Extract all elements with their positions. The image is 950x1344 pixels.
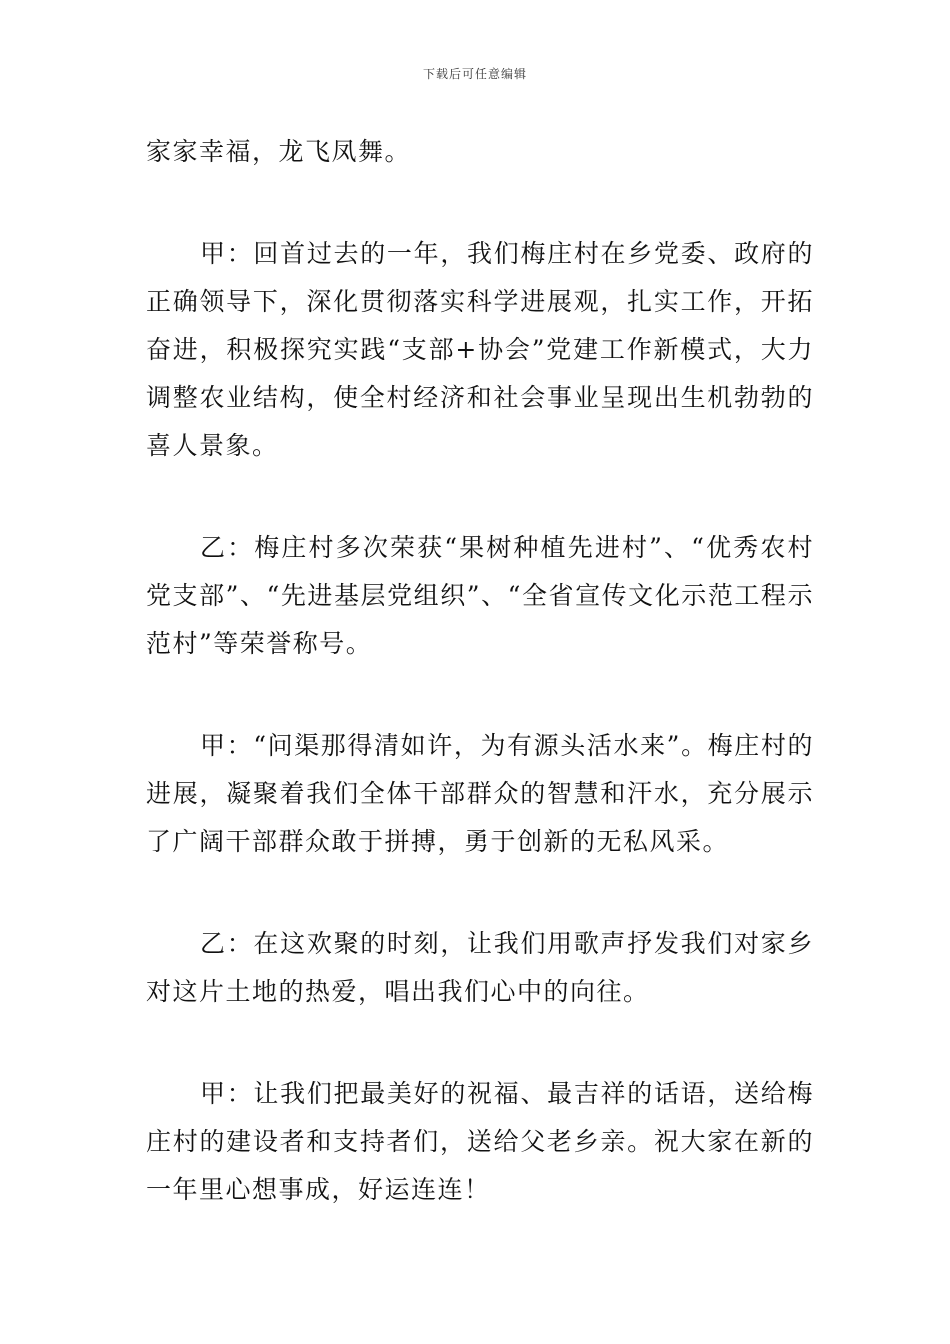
paragraph-yi-2: 乙：在这欢聚的时刻，让我们用歌声抒发我们对家乡对这片土地的热爱，唱出我们心中的向往。 <box>146 929 814 1006</box>
paragraph-yi-1: 乙：梅庄村多次荣获“果树种植先进村”、“优秀农村党支部”、“先进基层党组织”、“全省宣传文化示范工程示范村”等荣誉称号。 <box>146 533 814 658</box>
paragraph-jia-1: 甲：回首过去的一年，我们梅庄村在乡党委、政府的正确领导下，深化贯彻落实科学进展观，扎实工作，开拓奋进，积极探究实践“支部+协会”党建工作新模式，大力调整农业结构，使全村经济和社会事业呈现出生机勃勃的喜人景象。 <box>146 239 814 460</box>
paragraph-jia-3: 甲：让我们把最美好的祝福、最吉祥的话语，送给梅庄村的建设者和支持者们，送给父老乡亲。祝大家在新的一年里心想事成，好运连连！ <box>146 1079 814 1204</box>
header-note: 下载后可任意编辑 <box>422 67 527 81</box>
paragraph-gap <box>146 470 814 524</box>
paragraph-gap <box>146 1016 814 1070</box>
paragraph-gap <box>146 668 814 722</box>
paragraph-jia-2: 甲：“问渠那得清如许，为有源头活水来”。梅庄村的进展，凝聚着我们全体干部群众的智慧和汗水，充分展示了广阔干部群众敢于拼搏，勇于创新的无私风采。 <box>146 731 814 856</box>
document-body <box>146 128 814 1214</box>
paragraph-continuation: 家家幸福，龙飞凤舞。 <box>146 137 412 166</box>
paragraph-gap <box>146 176 814 230</box>
paragraph-gap <box>146 866 814 920</box>
